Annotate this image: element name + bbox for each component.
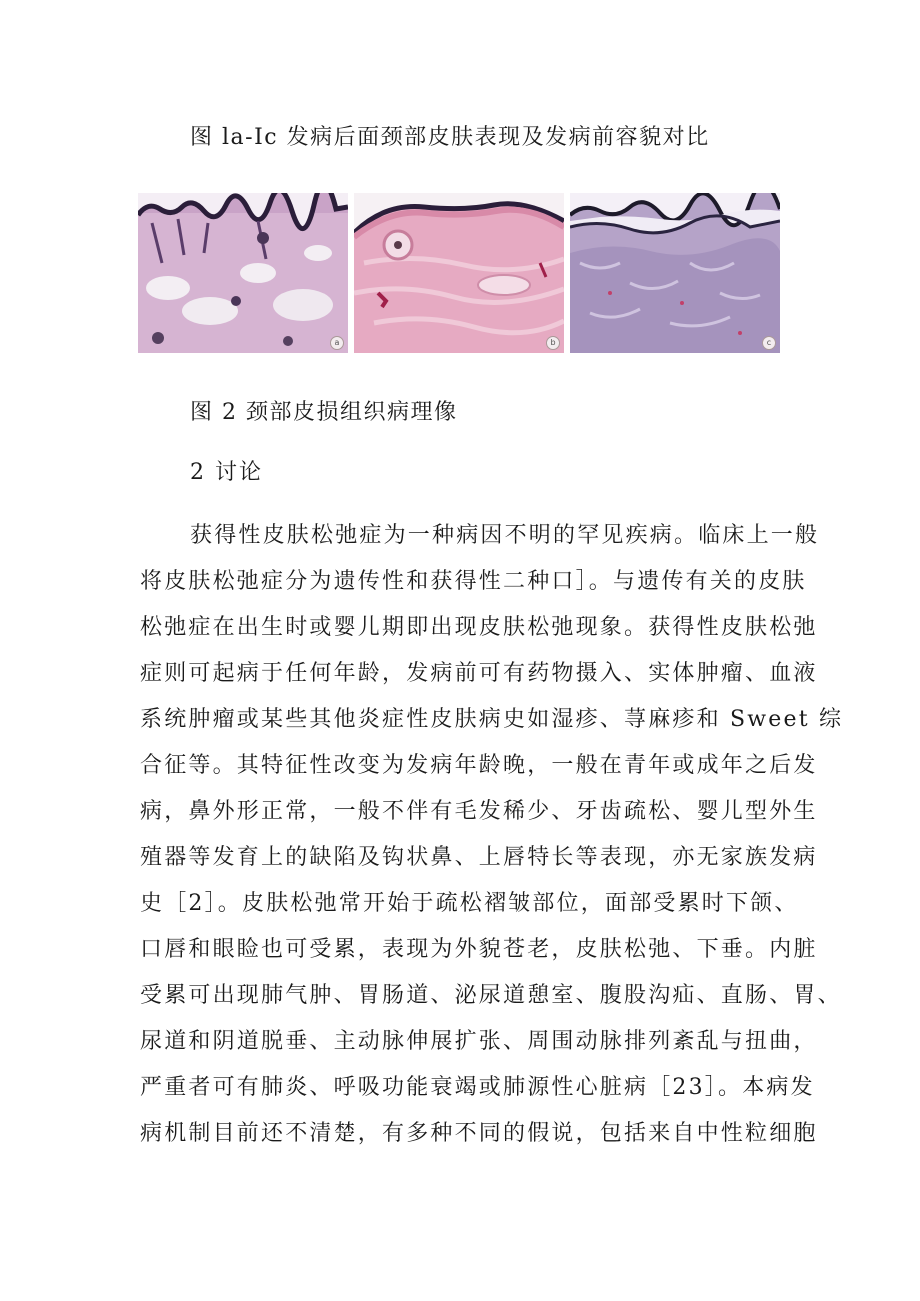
paragraph-line: 症则可起病于任何年龄，发病前可有药物摄入、实体肿瘤、血液: [140, 661, 818, 686]
paragraph-line: 病，鼻外形正常，一般不伴有毛发稀少、牙齿疏松、婴儿型外生: [140, 799, 818, 824]
histology-panel-a: [138, 193, 348, 353]
paragraph-line: 松弛症在出生时或婴儿期即出现皮肤松弛现象。获得性皮肤松弛: [140, 615, 818, 640]
histology-panel-c: [570, 193, 780, 353]
histology-image-c: [570, 193, 780, 353]
paragraph-line: 系统肿瘤或某些其他炎症性皮肤病史如湿疹、荨麻疹和 Sweet 综: [140, 707, 844, 732]
paragraph-line: 病机制目前还不清楚，有多种不同的假说，包括来自中性粒细胞: [140, 1121, 818, 1146]
figure2-caption: 图 2 颈部皮损组织病理像: [190, 400, 458, 425]
histology-panel-b: [354, 193, 564, 353]
panel-label-c: c: [762, 336, 776, 350]
paragraph-line: 尿道和阴道脱垂、主动脉伸展扩张、周围动脉排列紊乱与扭曲，: [140, 1029, 818, 1054]
histology-image-b: [354, 193, 564, 353]
section-heading: 2 讨论: [190, 460, 263, 485]
paragraph-line: 殖器等发育上的缺陷及钩状鼻、上唇特长等表现，亦无家族发病: [140, 845, 818, 870]
paragraph-line: 合征等。其特征性改变为发病年龄晚，一般在青年或成年之后发: [140, 753, 818, 778]
histology-image-a: [138, 193, 348, 353]
paragraph-line: 严重者可有肺炎、呼吸功能衰竭或肺源性心脏病［23］。本病发: [140, 1075, 815, 1100]
paragraph-line: 受累可出现肺气肿、胃肠道、泌尿道憩室、腹股沟疝、直肠、胃、: [140, 983, 842, 1008]
figure1-caption: 图 la-Ic 发病后面颈部皮肤表现及发病前容貌对比: [190, 125, 710, 150]
paragraph-line: 口唇和眼睑也可受累，表现为外貌苍老，皮肤松弛、下垂。内脏: [140, 937, 818, 962]
panel-label-b: b: [546, 336, 560, 350]
paragraph-line: 将皮肤松弛症分为遗传性和获得性二种口］。与遗传有关的皮肤: [140, 569, 807, 594]
panel-label-a: a: [330, 336, 344, 350]
discussion-paragraph: [140, 513, 844, 1157]
paragraph-line: 获得性皮肤松弛症为一种病因不明的罕见疾病。临床上一般: [190, 523, 820, 548]
histology-figure: [138, 193, 780, 353]
paragraph-line: 史［2］。皮肤松弛常开始于疏松褶皱部位，面部受累时下颌、: [140, 891, 799, 916]
